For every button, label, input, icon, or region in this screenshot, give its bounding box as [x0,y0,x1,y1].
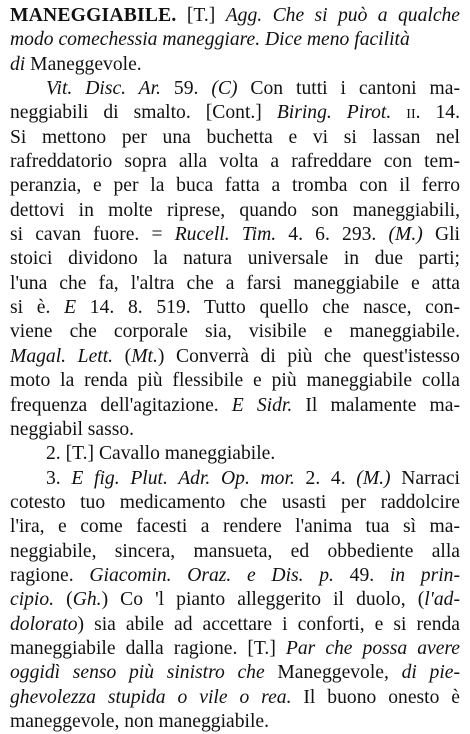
text-line [10,418,460,442]
text-line [10,710,460,734]
text-segment: ( [113,345,132,367]
italic-segment: Vit. Disc. Ar. [46,78,161,100]
italic-segment: Rucell. Tim. [174,224,277,246]
text-segment: 2. 4. [294,467,357,489]
text-line [10,369,460,393]
text-segment: Con tutti i cantoni ma- [237,78,460,100]
text-line [10,296,460,320]
italic-segment: oggidì senso più sinistro che [10,662,265,684]
text-segment: viene che corporale sia, visibile e maneggiabile. [10,321,460,343]
text-segment: rafreddatorio sopra alla volta a rafreddare con tem- [10,151,460,173]
text-line [10,77,460,101]
text-segment: stoici dividono la natura universale in due parti; [10,248,460,270]
text-line [10,394,460,418]
text-segment: 3. [46,467,72,489]
italic-segment: Magal. Lett. [10,345,114,367]
text-segment: ) Converrà di più che quest'istesso [157,345,460,367]
text-segment: cotesto tuo medicamento che usasti per raddolcire [10,491,460,513]
text-segment: ragione. [10,564,90,586]
text-segment: Narraci [390,467,460,489]
text-line [10,467,460,491]
italic-segment: (C) [211,78,238,100]
text-line [10,174,460,198]
small-caps-segment: ii [406,102,416,124]
text-segment: 49. [333,564,390,586]
italic-segment: di pie- [401,662,460,684]
text-segment: l'una che fa, l'altra che a farsi maneggiabile e atta [10,272,460,294]
italic-segment: l'ad- [424,589,460,611]
text-line [10,247,460,271]
text-segment: dettovi in molte riprese, quando son maneggiabili, [10,199,460,221]
text-line [10,101,460,125]
headword: MANEGGIABILE. [10,5,177,26]
italic-segment: Agg. Che si può a qualche [225,5,460,26]
text-line [10,491,460,515]
text-segment: ( [54,589,73,611]
text-segment: l'ira, e come facesti a rendere l'anima tua sì ma- [10,516,460,538]
text-segment: [T.] [176,5,226,26]
text-segment: . 14. [415,102,460,124]
italic-segment: Mt. [131,345,158,367]
text-line [10,661,460,685]
text-segment: moto la renda più flessibile e più maneggiabile colla [10,370,460,392]
italic-segment: dolorato [10,613,78,635]
italic-segment: E Sidr. [231,394,293,416]
text-segment: Il malamente ma- [292,394,460,416]
text-line [10,540,460,564]
text-line [10,223,460,247]
italic-segment: di [10,53,26,75]
text-segment: neggiabile, sincera, mansueta, ed obbediente alla [10,540,460,562]
italic-segment: E [64,297,77,319]
text-segment: si è. [10,297,65,319]
italic-segment: ghevolezza stupida o vile o rea. [10,686,292,708]
text-line [10,53,460,77]
italic-segment: Giacomin. Oraz. e Dis. p. [89,564,334,586]
text-line [10,28,460,52]
text-line [10,515,460,539]
text-segment: Gli [422,224,460,246]
italic-segment: in prin- [389,564,460,586]
italic-segment: (M.) [388,224,423,246]
text-segment: Maneggevole, [264,662,402,684]
text-line [10,199,460,223]
italic-segment: modo comechessia maneggiare. Dice meno facilità [10,29,410,51]
text-segment: ) Co 'l pianto alleggerito il duolo, ( [101,589,425,611]
text-segment: 2. [T.] Cavallo maneggiabile. [46,443,276,465]
text-segment: 4. 6. 293. [276,224,389,246]
text-line [10,345,460,369]
text-segment: maneggiabile dalla ragione. [T.] [10,637,286,659]
text-segment: si cavan fuore. = [10,224,175,246]
text-line [10,686,460,710]
text-line [10,320,460,344]
text-segment: 14. 8. 519. Tutto quello che nasce, con- [76,297,460,319]
text-line [10,588,460,612]
text-line [10,613,460,637]
text-segment: Maneggevole. [25,53,142,75]
text-line [10,442,460,466]
text-segment: frequenza dell'agitazione. [10,394,232,416]
dictionary-entry [10,4,460,734]
text-segment: neggiabil sasso. [10,418,135,440]
text-segment: 59. [160,78,212,100]
text-line [10,564,460,588]
text-segment: neggiabili di smalto. [Cont.] [10,102,277,124]
italic-segment: E fig. Plut. Adr. Op. mor. [71,467,295,489]
text-segment: maneggevole, non maneggiabile. [10,710,269,732]
italic-segment: Biring. Pirot. [276,102,392,124]
italic-segment: cipio. [10,589,55,611]
text-line [10,4,460,28]
text-segment: Si mettono per una buchetta e vi si lassan nel [10,126,460,148]
text-line [10,637,460,661]
italic-segment: Gh. [72,589,102,611]
text-line [10,126,460,150]
text-segment [391,102,406,123]
text-segment: peranzia, e per la buca fatta a tromba con il ferro [10,175,460,197]
italic-segment: Par che possa avere [285,637,460,659]
italic-segment: (M.) [356,467,391,489]
text-line [10,272,460,296]
text-segment: ) sia abile ad accettare i conforti, e si renda [77,613,460,635]
text-segment: Il buono onesto è [291,686,460,708]
text-line [10,150,460,174]
